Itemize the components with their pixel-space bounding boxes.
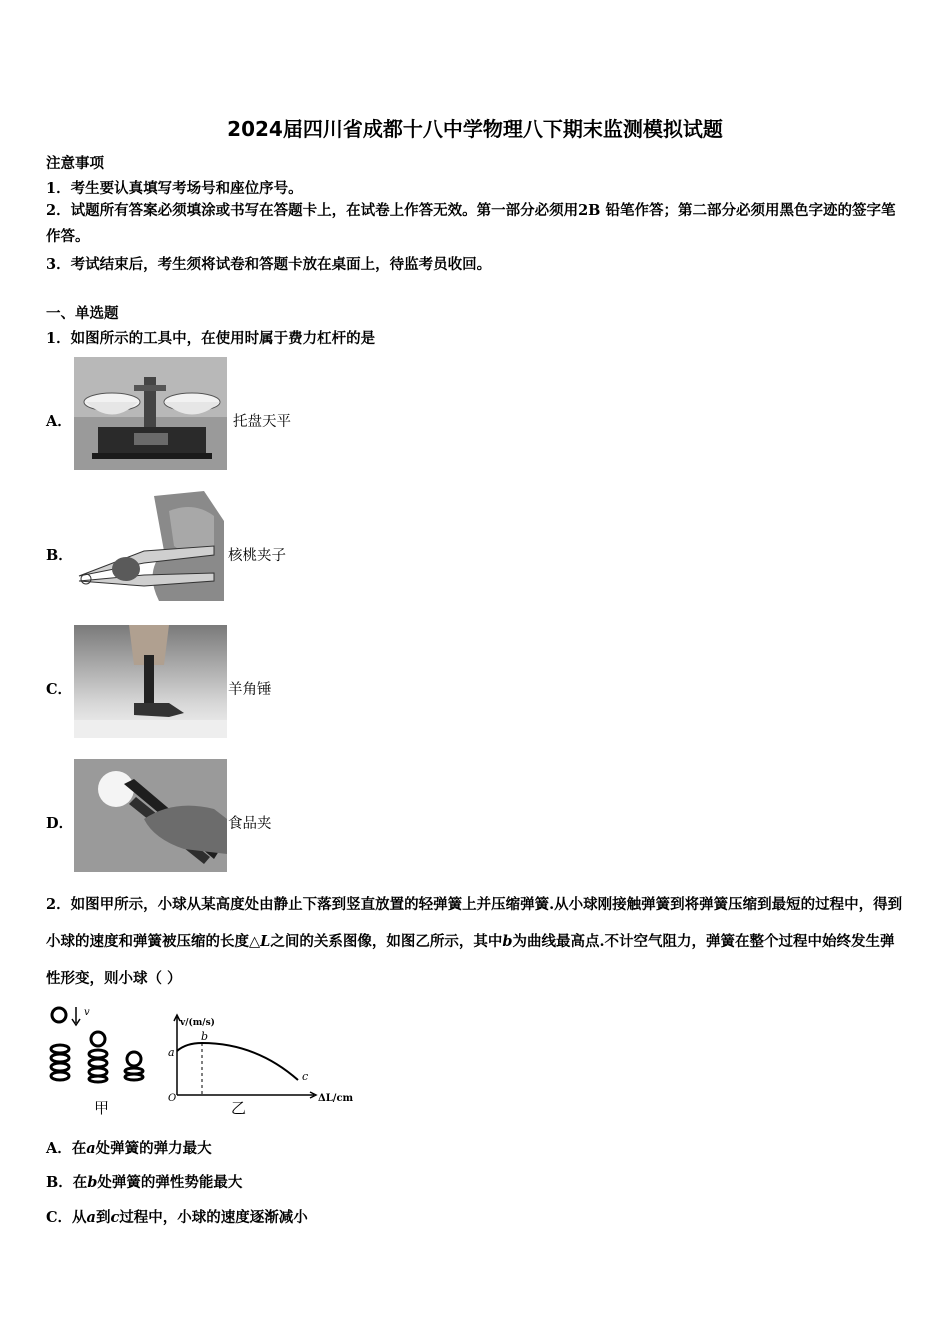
- spring-ball-diagram: [51, 1007, 143, 1117]
- q1-option-c-text: 羊角锤: [228, 682, 272, 698]
- q2-stem-part-2: 之间的关系图像，如图乙所示，其中: [270, 933, 503, 950]
- q1-option-a-label: A．: [46, 413, 72, 430]
- nutcracker-photo: [74, 491, 227, 604]
- q2-option-b: [46, 1171, 242, 1192]
- notice-item-3: 3．考试结束后，考生须将试卷和答题卡放在桌面上，待监考员收回。: [46, 256, 492, 273]
- figure-label-jia: 甲: [94, 1099, 110, 1117]
- q2-stem-part-1: 2．如图甲所示，小球从某高度处由静止下落到竖直放置的轻弹簧上并压缩弹簧.从小球刚接触弹簧到将弹簧压缩到最短的过程中，得到小球的速度和弹簧被压缩的长度△: [46, 896, 903, 950]
- figure-label-yi: 乙: [231, 1099, 247, 1117]
- x-axis-label: ΔL/cm: [318, 1093, 354, 1104]
- q2-option-a-post: 处弹簧的弹力最大: [95, 1140, 212, 1157]
- q2-option-b-post: 处弹簧的弹性势能最大: [97, 1174, 243, 1191]
- notice-item-2: 2．试题所有答案必须填涂或书写在答题卡上，在试卷上作答无效。第一部分必须用2B 铅笔作答；第二部分必须用黑色字迹的签字笔作答。: [46, 202, 896, 245]
- q2-option-a-var: a: [86, 1140, 96, 1157]
- q2-option-c-label: C．: [46, 1209, 73, 1226]
- q1-option-d-text: 食品夹: [228, 816, 272, 832]
- notice-item-1: 1．考生要认真填写考场号和座位序号。: [46, 180, 303, 197]
- q2-option-c-post: 过程中，小球的速度逐渐减小: [119, 1209, 308, 1226]
- q2-stem-var-l: L: [260, 933, 271, 950]
- q1-option-b-label: B．: [46, 547, 73, 564]
- claw-hammer-photo: [74, 625, 227, 738]
- q2-option-a: [46, 1137, 212, 1158]
- q1-option-a-text: 托盘天平: [233, 414, 291, 430]
- q2-option-a-label: A．: [46, 1140, 72, 1157]
- q2-option-c-var2: c: [110, 1209, 120, 1226]
- q2-figure: [46, 1003, 366, 1121]
- q2-option-c-pre: 从: [72, 1209, 87, 1226]
- origin-label: O: [168, 1093, 177, 1104]
- q2-option-b-label: B．: [46, 1174, 73, 1191]
- point-c-label: c: [302, 1070, 309, 1083]
- page-title: 2024届四川省成都十八中学物理八下期末监测模拟试题: [227, 117, 723, 141]
- q2-stem-var-b: b: [502, 933, 513, 950]
- v-arrow-label: v: [84, 1007, 90, 1018]
- q1-option-c-label: C．: [46, 681, 73, 698]
- food-tongs-photo: [74, 759, 227, 872]
- q2-option-b-pre: 在: [72, 1174, 88, 1191]
- q1-stem: 1．如图所示的工具中，在使用时属于费力杠杆的是: [46, 330, 376, 347]
- q2-option-c: [46, 1206, 308, 1227]
- section-heading: 一、单选题: [46, 305, 119, 322]
- q2-option-c-var: a: [86, 1209, 96, 1226]
- y-axis-label: v/(m/s): [180, 1018, 215, 1028]
- q2-stem-part-3: 为曲线最高点.不计空气阻力，弹簧在整个过程中始终发生弹性形变，则小球（ ）: [46, 933, 895, 987]
- velocity-graph: [168, 1015, 354, 1117]
- q1-option-d-label: D．: [46, 815, 74, 832]
- q2-option-c-mid: 到: [95, 1209, 111, 1226]
- point-a-label: a: [168, 1046, 175, 1059]
- q2-option-a-pre: 在: [71, 1140, 87, 1157]
- q2-option-b-var: b: [87, 1174, 98, 1191]
- q2-stem: [46, 886, 904, 997]
- point-b-label: b: [201, 1030, 209, 1043]
- q1-option-b-text: 核桃夹子: [228, 548, 286, 564]
- notice-heading: 注意事项: [46, 155, 104, 172]
- balance-scale-photo: [74, 357, 227, 470]
